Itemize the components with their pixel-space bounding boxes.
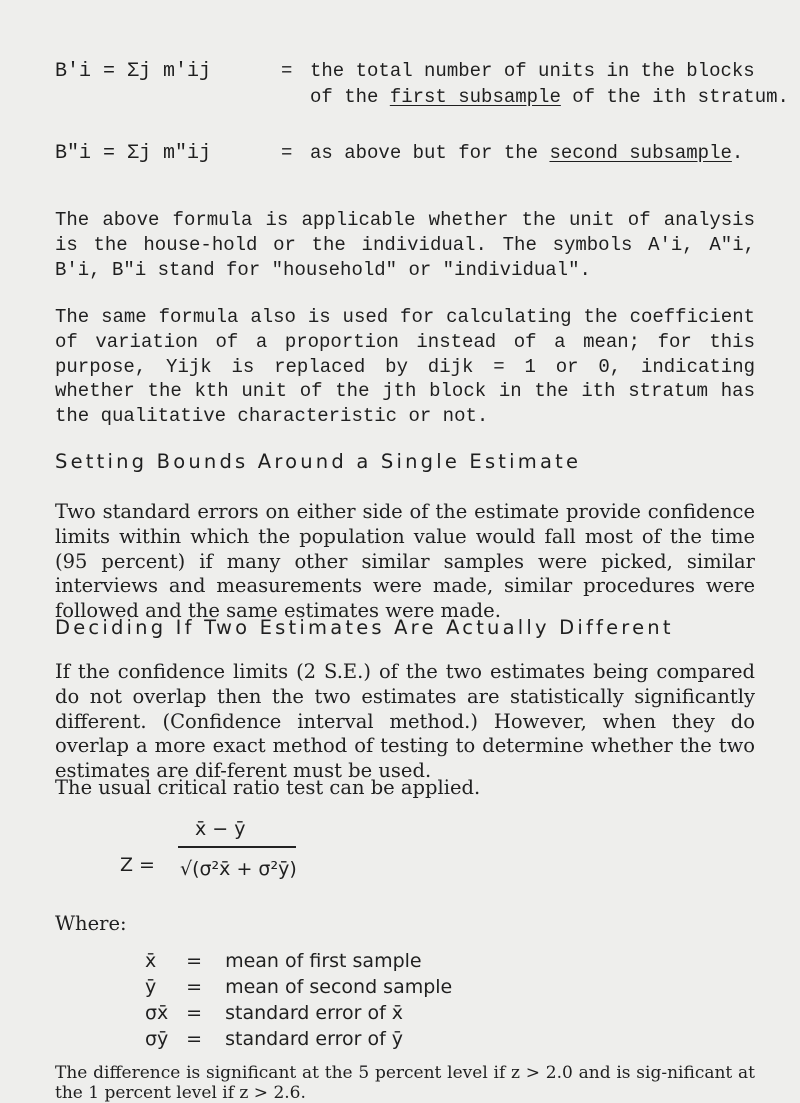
- definition-text: mean of first sample: [225, 950, 422, 972]
- formula-b-double-prime-equals: =: [281, 142, 293, 164]
- formula-b-prime-equals: =: [281, 60, 293, 82]
- paragraph-critical-ratio: The usual critical ratio test can be applied.: [55, 776, 481, 799]
- heading-setting-bounds: Setting Bounds Around a Single Estimate: [55, 450, 582, 473]
- formula-b-prime-lhs: B′i = Σj m′ij: [55, 60, 212, 83]
- formula-b-prime-desc-line1: the total number of units in the blocks: [310, 60, 755, 82]
- definition-row: [145, 976, 452, 998]
- definition-equals: =: [186, 976, 202, 998]
- desc-pre: as above but for the: [310, 142, 550, 164]
- desc-line2-post: of the ith stratum.: [560, 86, 789, 108]
- definition-symbol: σx̄: [145, 1002, 169, 1024]
- paragraph-unit-of-analysis: The above formula is applicable whether the unit of analysis is the house-hold or the individual. The symbols A′i, A″i, B′i, B″i stand for "household" or "individual".: [55, 209, 755, 281]
- desc-emph: second subsample: [549, 142, 732, 164]
- paragraph-coefficient-variation: The same formula also is used for calculating the coefficient of variation of a proportion instead of a mean; for this purpose, Yijk is replaced by dijk = 1 or 0, indicating whether the kth unit of the jth block in the ith stratum has the qualitative characteristic or not.: [55, 306, 755, 428]
- formula-b-prime-description: [310, 60, 755, 82]
- ratio-lhs: Z =: [120, 854, 155, 876]
- definition-text: mean of second sample: [225, 976, 453, 998]
- ratio-denominator: √(σ²x̄ + σ²ȳ): [180, 858, 297, 880]
- heading-deciding-different: Deciding If Two Estimates Are Actually Different: [55, 616, 674, 639]
- definition-row: [145, 950, 422, 972]
- desc-post: .: [731, 142, 744, 164]
- definition-symbol: x̄: [145, 950, 157, 972]
- paragraph-overlap-test: If the confidence limits (2 S.E.) of the two estimates being compared do not overlap then the two estimates are statistically significantly different. (Confidence interval method.) However, when they do overlap a more exact method of testing to determine whether the two estimates are dif-ferent must be used.: [55, 660, 755, 783]
- definition-text: standard error of x̄: [225, 1002, 404, 1024]
- critical-ratio-formula: [120, 810, 380, 900]
- fraction-bar: [178, 846, 296, 848]
- definition-row: [145, 1002, 403, 1024]
- formula-b-prime: [55, 48, 789, 108]
- definition-symbol: σȳ: [145, 1028, 169, 1050]
- formula-b-prime-desc-line2: [310, 86, 789, 108]
- desc-line2-emph: first subsample: [389, 86, 561, 108]
- definition-equals: =: [186, 950, 202, 972]
- definition-symbol: ȳ: [145, 976, 157, 998]
- formula-b-double-prime-lhs: B″i = Σj m″ij: [55, 142, 212, 165]
- ratio-numerator: x̄ − ȳ: [195, 818, 246, 840]
- formula-b-double-prime-description: [310, 142, 743, 164]
- paragraph-confidence-limits: Two standard errors on either side of the estimate provide confidence limits within which the population value would fall most of the time (95 percent) if many other similar samples were picked, similar interviews and measurements were made, similar procedures were followed and the same estimates were made.: [55, 500, 755, 623]
- definition-row: [145, 1028, 403, 1050]
- paragraph-significance: The difference is significant at the 5 percent level if z > 2.0 and is sig-nificant at the 1 percent level if z > 2.6.: [55, 1063, 755, 1103]
- desc-line2-pre: of the: [310, 86, 390, 108]
- where-label: Where:: [55, 912, 127, 935]
- definition-equals: =: [186, 1028, 202, 1050]
- definition-text: standard error of ȳ: [225, 1028, 404, 1050]
- definition-equals: =: [186, 1002, 202, 1024]
- formula-b-double-prime: [55, 130, 775, 170]
